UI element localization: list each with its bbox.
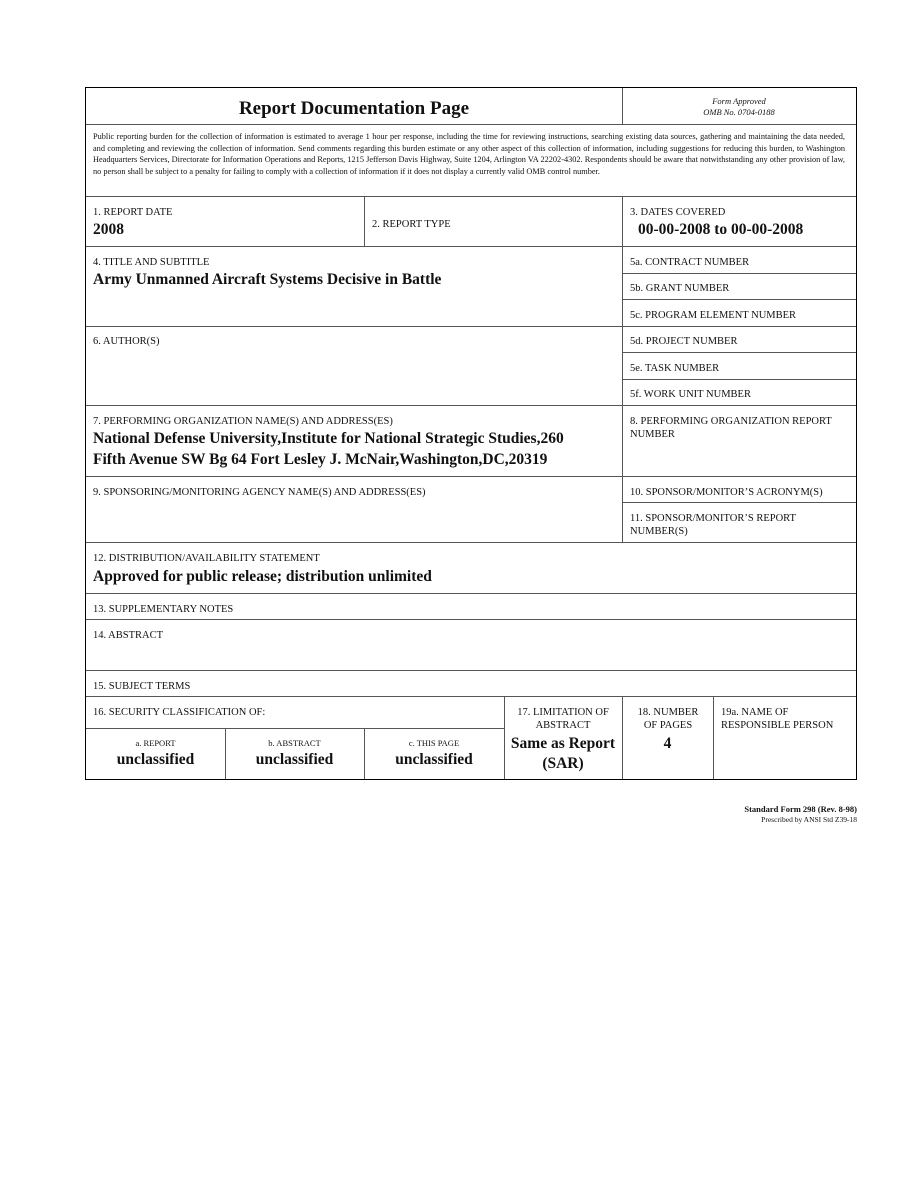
subject-terms-label: 15. SUBJECT TERMS (93, 681, 191, 692)
rule (86, 696, 856, 697)
authors-label: 6. AUTHOR(S) (93, 336, 160, 347)
page-title: Report Documentation Page (238, 98, 470, 119)
grant-number-label: 5b. GRANT NUMBER (630, 283, 730, 294)
rule (622, 299, 856, 300)
security-label: 16. SECURITY CLASSIFICATION OF: (93, 707, 266, 718)
security-abstract-value: unclassified (255, 751, 334, 768)
rule (86, 670, 856, 671)
rule (86, 124, 856, 125)
pages-label: 18. NUMBER OF PAGES (637, 707, 699, 731)
rule (622, 379, 856, 380)
program-element-label: 5c. PROGRAM ELEMENT NUMBER (630, 310, 797, 321)
performing-org-label: 7. PERFORMING ORGANIZATION NAME(S) AND ADDRESS(ES) (93, 416, 393, 427)
performing-report-label: 8. PERFORMING ORGANIZATION REPORT NUMBER (630, 416, 832, 440)
title-label: 4. TITLE AND SUBTITLE (93, 257, 210, 268)
rule (86, 619, 856, 620)
form-approved-label: Form Approved (712, 96, 766, 106)
rule (364, 196, 365, 246)
supplementary-label: 13. SUPPLEMENTARY NOTES (93, 604, 234, 615)
sponsor-acronym-label: 10. SPONSOR/MONITOR’S ACRONYM(S) (630, 487, 823, 498)
project-number-label: 5d. PROJECT NUMBER (630, 336, 738, 347)
burden-statement: Public reporting burden for the collection of information is estimated to average 1 hour per response, including the time for reviewing instructions, searching existing data sources, gathering and maintaining the data needed, and completing and reviewing the collection of information. Send comments regarding this burden estimate or any other aspect of this collection of information, including suggestions for reducing this burden, to Washington Headquarters Services, Directorate for Information Operations and Reports, 1215 Jefferson Davis Highway, Suite 1204, Arlington VA 22202-4302. Respondents should be aware that notwithstanding any other provision of law, no person shall be subject to a penalty for failing to comply with a collection of information if it does not display a currently valid OMB control number. (93, 132, 845, 176)
contract-number-label: 5a. CONTRACT NUMBER (630, 257, 750, 268)
rule (713, 696, 714, 779)
prescribed-by: Prescribed by ANSI Std Z39-18 (761, 815, 857, 824)
rule (86, 593, 856, 594)
sponsoring-agency-label: 9. SPONSORING/MONITORING AGENCY NAME(S) AND ADDRESS(ES) (93, 487, 426, 498)
distribution-value: Approved for public release; distribution unlimited (93, 568, 432, 585)
rule (86, 246, 856, 247)
rule (86, 542, 856, 543)
abstract-label: 14. ABSTRACT (93, 630, 164, 641)
rule (86, 405, 856, 406)
rule (622, 352, 856, 353)
report-type-label: 2. REPORT TYPE (372, 219, 451, 230)
form-number: Standard Form 298 (Rev. 8-98) (744, 804, 857, 814)
rule (86, 326, 856, 327)
sponsor-report-label: 11. SPONSOR/MONITOR’S REPORT NUMBER(S) (630, 513, 796, 537)
security-page-value: unclassified (395, 751, 473, 768)
title-value: Army Unmanned Aircraft Systems Decisive in Battle (93, 271, 442, 288)
rule (622, 196, 623, 542)
dates-covered-label: 3. DATES COVERED (630, 207, 726, 218)
work-unit-label: 5f. WORK UNIT NUMBER (630, 389, 751, 400)
limitation-label: 17. LIMITATION OF ABSTRACT (517, 707, 609, 731)
rule (622, 502, 856, 503)
task-number-label: 5e. TASK NUMBER (630, 363, 720, 374)
security-abstract-label: b. ABSTRACT (268, 738, 321, 748)
rule (86, 728, 504, 729)
rule (622, 273, 856, 274)
responsible-person-label: 19a. NAME OF RESPONSIBLE PERSON (721, 707, 834, 731)
rule (86, 196, 856, 197)
report-date-value: 2008 (93, 221, 124, 238)
omb-number: OMB No. 0704-0188 (703, 107, 775, 117)
performing-org-line1: National Defense University,Institute for National Strategic Studies,260 (93, 430, 564, 447)
security-report-label: a. REPORT (135, 738, 176, 748)
security-page-label: c. THIS PAGE (408, 738, 460, 748)
security-report-value: unclassified (116, 751, 195, 768)
rule (86, 476, 856, 477)
limitation-value: Same as Report (SAR) (510, 735, 616, 772)
rule (504, 696, 505, 779)
performing-org-line2: Fifth Avenue SW Bg 64 Fort Lesley J. McNair,Washington,DC,20319 (93, 451, 548, 468)
dates-covered-value: 00-00-2008 to 00-00-2008 (638, 221, 804, 238)
pages-value: 4 (663, 735, 672, 752)
report-date-label: 1. REPORT DATE (93, 207, 173, 218)
distribution-label: 12. DISTRIBUTION/AVAILABILITY STATEMENT (93, 553, 320, 564)
